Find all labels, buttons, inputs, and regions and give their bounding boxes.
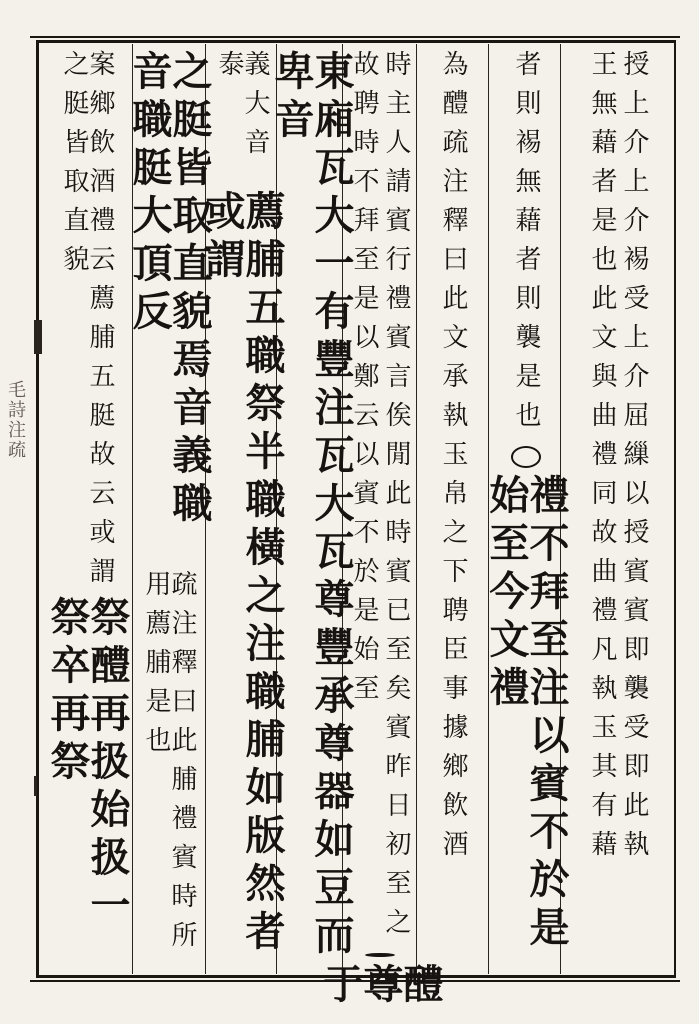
main-text-line: 祭醴再扱始扱一祭卒再祭 [44, 596, 131, 933]
section-circle-mark [511, 446, 541, 468]
annotation-line: 為醴疏注釋曰此文承執玉帛之下聘臣事據鄉飲酒 [438, 50, 468, 869]
main-text-line: 東廂瓦大一有豐注瓦大瓦尊豐承尊器如豆而卑音 [268, 50, 355, 962]
annotation-line: 故聘時不拜至是以鄭云以賓不於是始至 [349, 50, 379, 713]
annotation-pair [351, 50, 409, 947]
section-circle-mark [365, 953, 395, 957]
edge-tick-mark [34, 776, 44, 796]
annotation-line: 疏注釋曰此脯禮賓時所用薦脯是也 [141, 569, 197, 960]
annotation-line: 案鄉飲酒禮云薦脯五脡故云或謂之脡皆取直貌 [59, 50, 115, 596]
annotation-line: 授上介上介裼受上介屈繅以授賓賓即襲受即此執 [619, 50, 649, 869]
column-rule [416, 44, 417, 974]
annotation-line: 王無藉者是也此文與曲禮同故曲禮凡執玉其有藉 [587, 50, 617, 869]
main-text-line: 之脡皆取直貌焉音義職音職脡大頂反 [126, 50, 213, 530]
annotation-line: 時主人請賓行禮賓言俟閒此時賓已至矣賓昨日初至之 [381, 50, 411, 947]
main-text-line: 薦脯五職祭半職橫之注職脯如版然者或謂 [199, 190, 286, 959]
annotation-pair [589, 50, 647, 869]
text-column-3 [420, 50, 486, 966]
text-column-4 [317, 50, 444, 1011]
text-column-6 [199, 50, 286, 966]
annotation-line: 義大音泰 [214, 50, 270, 167]
text-column-7 [126, 50, 213, 966]
text-column-8 [44, 50, 130, 966]
edge-tab-mark [34, 320, 42, 354]
text-column-2 [483, 50, 570, 966]
annotation-line: 者則裼無藉者則襲是也 [511, 50, 541, 440]
annotation-pair [513, 50, 539, 440]
main-text-line: 禮不拜至注以賓不於是始至今文禮 [483, 473, 570, 954]
text-column-1 [566, 50, 670, 966]
text-column-5 [268, 50, 355, 966]
gutter-label: 毛詩注疏 [5, 380, 26, 460]
main-text-line: 醴尊于 [317, 963, 444, 1011]
